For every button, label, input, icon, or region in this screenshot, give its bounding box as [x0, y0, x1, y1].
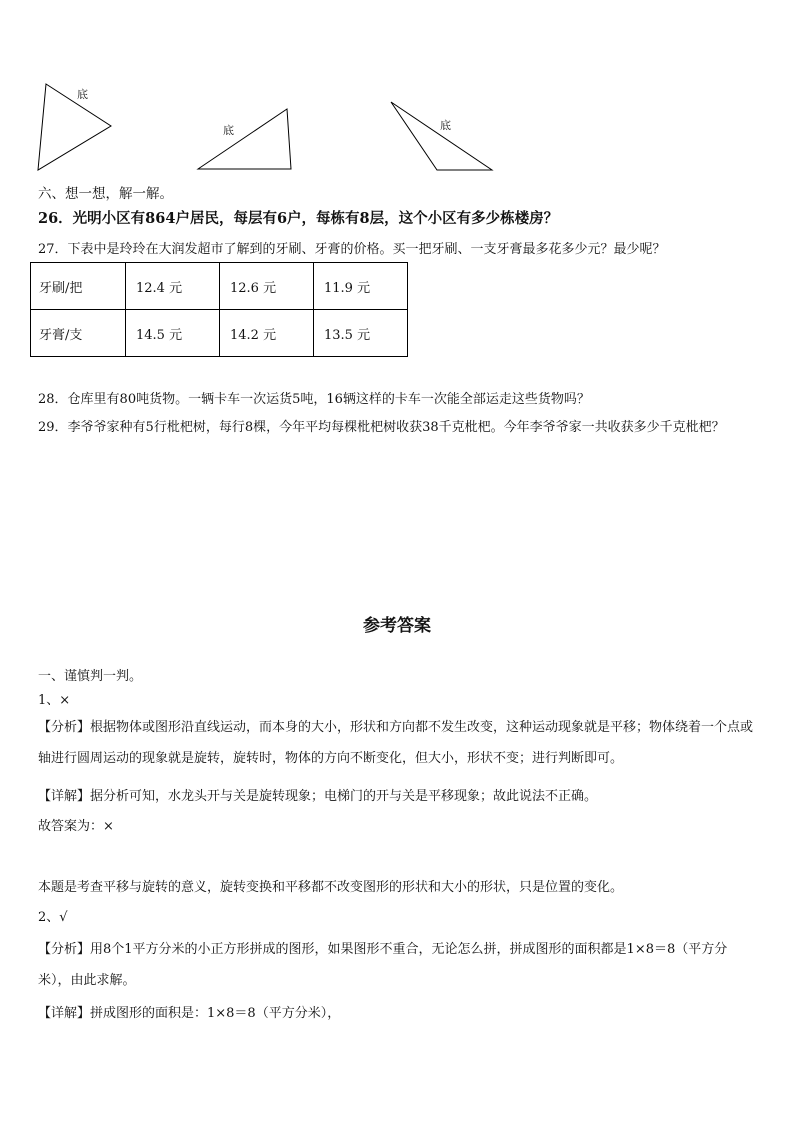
table-cell: 11.9 元 — [314, 263, 408, 310]
answer-2-analysis: 【分析】用8个1平方分米的小正方形拼成的图形，如果图形不重合，无论怎么拼，拼成图形的面积都是1×8＝8（平方分米），由此求解。 — [38, 942, 728, 988]
table-cell: 14.5 元 — [126, 310, 220, 357]
answer-1-analysis: 【分析】根据物体或图形沿直线运动，而本身的大小，形状和方向都不发生改变，这种运动现象就是平移；物体绕着一个点或轴进行圆周运动的现象就是旋转，旋转时，物体的方向不断变化，但大小，形状不变；进行判断即可。 — [38, 720, 754, 766]
table-row-label: 牙膏/支 — [31, 310, 126, 357]
answer-title: 参考答案 — [363, 616, 431, 636]
table-row — [31, 263, 408, 310]
triangle-1-base-label: 底 — [77, 88, 88, 101]
answer-1-detail: 【详解】据分析可知，水龙头开与关是旋转现象；电梯门的开与关是平移现象；故此说法不正确。 — [38, 789, 598, 804]
triangle-1 — [38, 84, 111, 170]
answer-2-mark: 2、√ — [38, 910, 68, 925]
table-cell: 12.6 元 — [220, 263, 314, 310]
table-row-label: 牙刷/把 — [31, 263, 126, 310]
answer-2-detail: 【详解】拼成图形的面积是：1×8＝8（平方分米）， — [38, 1006, 341, 1021]
answer-1-result: 故答案为：× — [38, 819, 114, 834]
table-cell: 13.5 元 — [314, 310, 408, 357]
question-27: 27．下表中是玲玲在大润发超市了解到的牙刷、牙膏的价格。买一把牙刷、一支牙膏最多花多少元？最少呢？ — [38, 242, 666, 257]
table-row — [31, 310, 408, 357]
answer-1-note: 本题是考查平移与旋转的意义，旋转变换和平移都不改变图形的形状和大小的形状，只是位置的变化。 — [38, 880, 624, 895]
triangle-3-base-label: 底 — [440, 119, 451, 132]
question-28: 28．仓库里有80吨货物。一辆卡车一次运货5吨，16辆这样的卡车一次能全部运走这些货物吗？ — [38, 392, 590, 407]
question-26: 26．光明小区有864户居民，每层有6户，每栋有8层，这个小区有多少栋楼房？ — [38, 210, 559, 227]
question-29: 29．李爷爷家种有5行枇杷树，每行8棵，今年平均每棵枇杷树收获38千克枇杷。今年李爷爷家一共收获多少千克枇杷？ — [38, 420, 725, 435]
triangle-2 — [198, 109, 291, 169]
table-cell: 14.2 元 — [220, 310, 314, 357]
table-cell: 12.4 元 — [126, 263, 220, 310]
triangle-figures — [0, 0, 794, 180]
answer-part1-heading: 一、谨慎判一判。 — [38, 669, 143, 684]
triangle-3 — [391, 102, 492, 170]
answer-1-mark: 1、× — [38, 693, 71, 708]
price-table — [30, 262, 408, 357]
section-6-heading: 六、想一想，解一解。 — [38, 186, 173, 202]
triangle-2-base-label: 底 — [223, 124, 234, 137]
